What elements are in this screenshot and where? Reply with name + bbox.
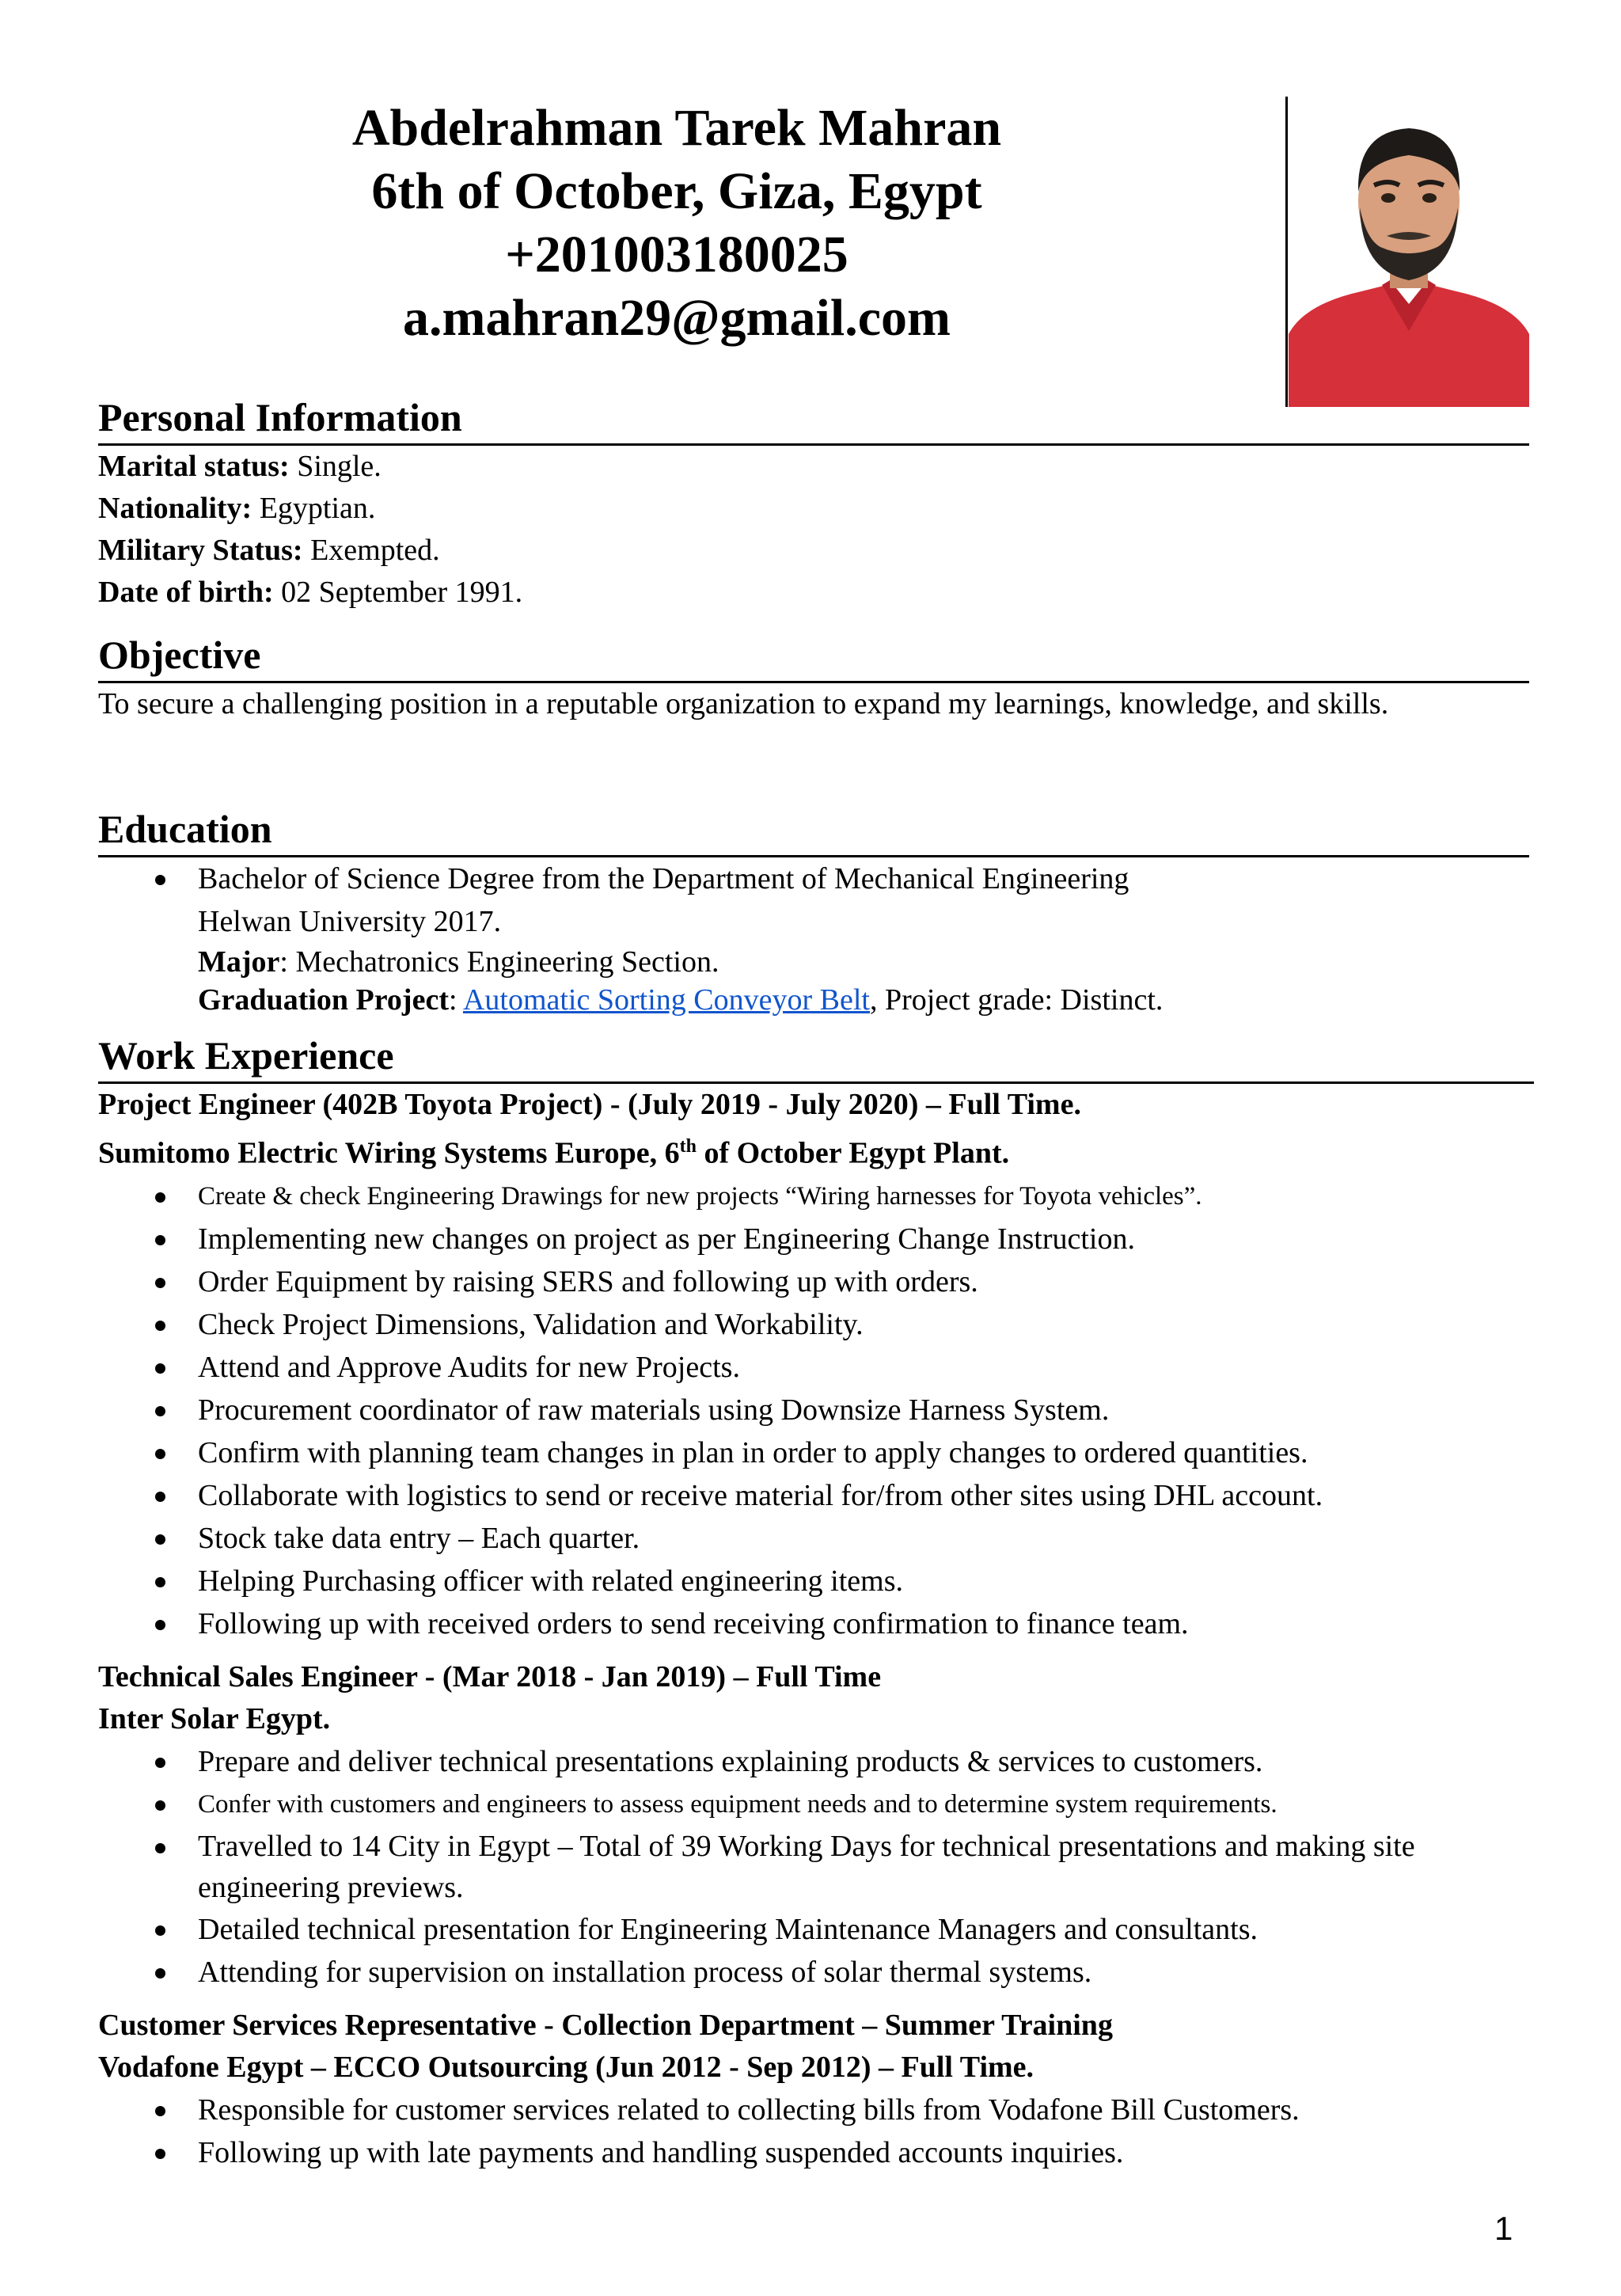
bullet-icon [155, 1800, 165, 1811]
degree-line: Bachelor of Science Degree from the Department of Mechanical Engineering [198, 862, 1129, 895]
job1-company-location: of October Egypt Plant. [697, 1136, 1010, 1170]
university-line: Helwan University 2017. [198, 905, 502, 938]
list-item [98, 1740, 1529, 1783]
duty-text: Following up with received orders to send receiving confirmation to finance team. [198, 1606, 1189, 1640]
graduation-project-separator: : [448, 983, 463, 1017]
date-of-birth-row [98, 572, 1529, 614]
page-number: 1 [1494, 2210, 1513, 2247]
bullet-icon [155, 1758, 165, 1768]
list-item [98, 1218, 1529, 1260]
marital-status-label: Marital status: [98, 450, 290, 483]
profile-photo [1289, 97, 1529, 407]
date-of-birth-label: Date of birth: [98, 576, 274, 609]
candidate-phone: +201003180025 [505, 226, 848, 283]
duty-text: Responsible for customer services related to collecting bills from Vodafone Bill Customers. [198, 2093, 1300, 2127]
nationality-label: Nationality: [98, 492, 252, 525]
section-title-work: Work Experience [98, 1033, 394, 1078]
objective-text: To secure a challenging position in a reputable organization to expand my learnings, knowledge, and skills. [98, 687, 1389, 720]
military-status-value: Exempted. [302, 534, 440, 567]
job3-duties-list [98, 2089, 1529, 2174]
graduation-project-label: Graduation Project [198, 983, 449, 1017]
photo-divider [1285, 97, 1288, 407]
education-list [98, 857, 1529, 1019]
list-item [98, 1560, 1529, 1602]
list-item [98, 1346, 1529, 1389]
job1-company-suffix: th [679, 1136, 697, 1157]
duty-text: Confer with customers and engineers to assess equipment needs and to determine system requirements. [198, 1789, 1277, 1819]
list-item [98, 1908, 1529, 1951]
bullet-icon [155, 1534, 165, 1545]
duty-text: Procurement coordinator of raw materials using Downsize Harness System. [198, 1393, 1110, 1427]
bullet-icon [155, 1363, 165, 1374]
duty-text: Stock take data entry – Each quarter. [198, 1521, 640, 1555]
list-item [98, 1517, 1529, 1560]
nationality-row [98, 488, 1529, 530]
military-status-row [98, 530, 1529, 572]
duty-text: Create & check Engineering Drawings for new projects “Wiring harnesses for Toyota vehicles”. [198, 1181, 1202, 1211]
list-item [98, 1826, 1433, 1908]
duty-text: Attend and Approve Audits for new Projects. [198, 1350, 740, 1384]
objective-section [98, 630, 1529, 725]
duty-text: Helping Purchasing officer with related engineering items. [198, 1564, 903, 1598]
bullet-icon [155, 1492, 165, 1502]
duty-text: Prepare and deliver technical presentations explaining products & services to customers. [198, 1744, 1263, 1778]
duty-text: Detailed technical presentation for Engineering Maintenance Managers and consultants. [198, 1912, 1258, 1946]
duty-text: Travelled to 14 City in Egypt – Total of 39 Working Days for technical presentations and making site engineering previews. [198, 1829, 1415, 1904]
major-label: Major [198, 945, 280, 979]
bullet-icon [155, 1925, 165, 1936]
graduation-project-link[interactable]: Automatic Sorting Conveyor Belt [462, 983, 870, 1017]
job1-duties-list [98, 1175, 1529, 1645]
bullet-icon [155, 1192, 165, 1203]
list-item [98, 1783, 1529, 1826]
section-title-education: Education [98, 807, 272, 851]
duty-text: Check Project Dimensions, Validation and Workability. [198, 1307, 864, 1341]
list-item [98, 1303, 1529, 1346]
major-value: : Mechatronics Engineering Section. [279, 945, 719, 979]
job1-company [98, 1126, 1529, 1175]
bullet-icon [155, 1321, 165, 1331]
section-title-personal: Personal Information [98, 395, 462, 439]
candidate-address: 6th of October, Giza, Egypt [371, 162, 982, 220]
education-section [98, 804, 1529, 1019]
duty-text: Following up with late payments and handling suspended accounts inquiries. [198, 2135, 1124, 2169]
list-item [98, 2089, 1529, 2131]
marital-status-value: Single. [289, 450, 382, 483]
nationality-value: Egyptian. [252, 492, 376, 525]
list-item [98, 2131, 1529, 2174]
graduation-project-grade: , Project grade: Distinct. [869, 983, 1164, 1017]
bullet-icon [155, 875, 165, 885]
duty-text: Confirm with planning team changes in plan in order to apply changes to ordered quantities. [198, 1435, 1308, 1469]
candidate-name: Abdelrahman Tarek Mahran [351, 99, 1002, 157]
list-item [98, 1951, 1529, 1994]
bullet-icon [155, 1620, 165, 1630]
list-item [98, 1474, 1529, 1517]
bullet-icon [155, 1449, 165, 1459]
job1-company-name: Sumitomo Electric Wiring Systems Europe, 6 [98, 1136, 680, 1170]
job3-company: Vodafone Egypt – ECCO Outsourcing (Jun 2012 - Sep 2012) – Full Time. [98, 2050, 1034, 2084]
section-title-objective: Objective [98, 633, 261, 677]
profile-photo-illustration [1289, 97, 1529, 407]
graduation-project-line [198, 981, 1529, 1019]
list-item [98, 1602, 1529, 1645]
duty-text: Order Equipment by raising SERS and following up with orders. [198, 1264, 978, 1298]
major-line [198, 943, 1529, 981]
duty-text: Implementing new changes on project as per Engineering Change Instruction. [198, 1222, 1135, 1256]
cv-header [95, 97, 1258, 350]
job1-title: Project Engineer (402B Toyota Project) - (July 2019 - July 2020) – Full Time. [98, 1088, 1081, 1121]
job3-title: Customer Services Representative - Collection Department – Summer Training [98, 2008, 1113, 2042]
bullet-icon [155, 2149, 165, 2159]
duty-text: Attending for supervision on installation process of solar thermal systems. [198, 1955, 1092, 1989]
job2-title: Technical Sales Engineer - (Mar 2018 - Jan 2019) – Full Time [98, 1659, 882, 1693]
job2-duties-list [98, 1740, 1529, 1994]
personal-information-section [98, 393, 1529, 614]
bullet-icon [155, 2106, 165, 2116]
bullet-icon [155, 1278, 165, 1288]
list-item [98, 1431, 1529, 1474]
work-experience-section [98, 1031, 1529, 2174]
job2-company: Inter Solar Egypt. [98, 1701, 331, 1735]
list-item [98, 1389, 1529, 1431]
marital-status-row [98, 446, 1529, 488]
bullet-icon [155, 1968, 165, 1979]
list-item [98, 1175, 1529, 1218]
candidate-email: a.mahran29@gmail.com [402, 289, 951, 347]
duty-text: Collaborate with logistics to send or receive material for/from other sites using DHL account. [198, 1478, 1323, 1512]
bullet-icon [155, 1577, 165, 1587]
bullet-icon [155, 1843, 165, 1853]
date-of-birth-value: 02 September 1991. [273, 576, 523, 609]
list-item [98, 1260, 1529, 1303]
bullet-icon [155, 1406, 165, 1416]
bullet-icon [155, 1235, 165, 1245]
military-status-label: Military Status: [98, 534, 303, 567]
education-item [98, 857, 1529, 1019]
